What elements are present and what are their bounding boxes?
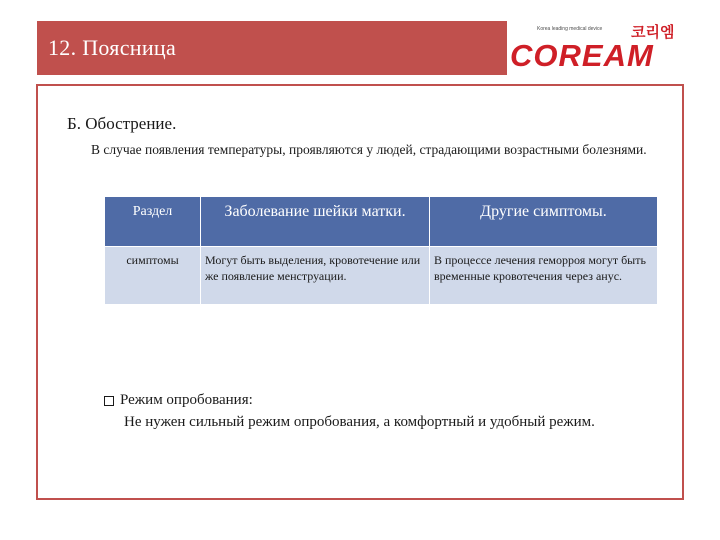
- mode-title: Режим опробования:: [120, 392, 253, 408]
- table-cell: симптомы: [105, 247, 201, 305]
- page-title: 12. Поясница: [48, 35, 177, 60]
- checkbox-bullet-icon: [104, 396, 114, 406]
- logo-tagline: Korea leading medical device: [537, 26, 603, 32]
- header-cell-other-symptoms: Другие симптомы.: [430, 197, 658, 247]
- title-bar: [37, 21, 507, 75]
- mode-line: [104, 392, 253, 409]
- coream-logo: [507, 21, 687, 75]
- intro-text: В случае появления температуры, проявляются у людей, страдающими возрастными болезнями.: [91, 142, 647, 157]
- symptoms-table: [104, 196, 658, 305]
- logo-korean-text: 코리엠: [631, 23, 675, 41]
- header-cell-section: Раздел: [105, 197, 201, 247]
- table-cell: В процессе лечения геморроя могут быть временные кровотечения через анус.: [430, 247, 658, 305]
- table-cell: Могут быть выделения, кровотечение или же появление менструации.: [201, 247, 430, 305]
- header-cell-cervical-disease: Заболевание шейки матки.: [201, 197, 430, 247]
- section-heading: Б. Обострение.: [67, 114, 177, 133]
- table-row: [105, 247, 658, 305]
- logo-brand-text: COREAM: [510, 38, 654, 73]
- table-header-row: [105, 197, 658, 247]
- mode-description: Не нужен сильный режим опробования, а комфортный и удобный режим.: [124, 414, 595, 430]
